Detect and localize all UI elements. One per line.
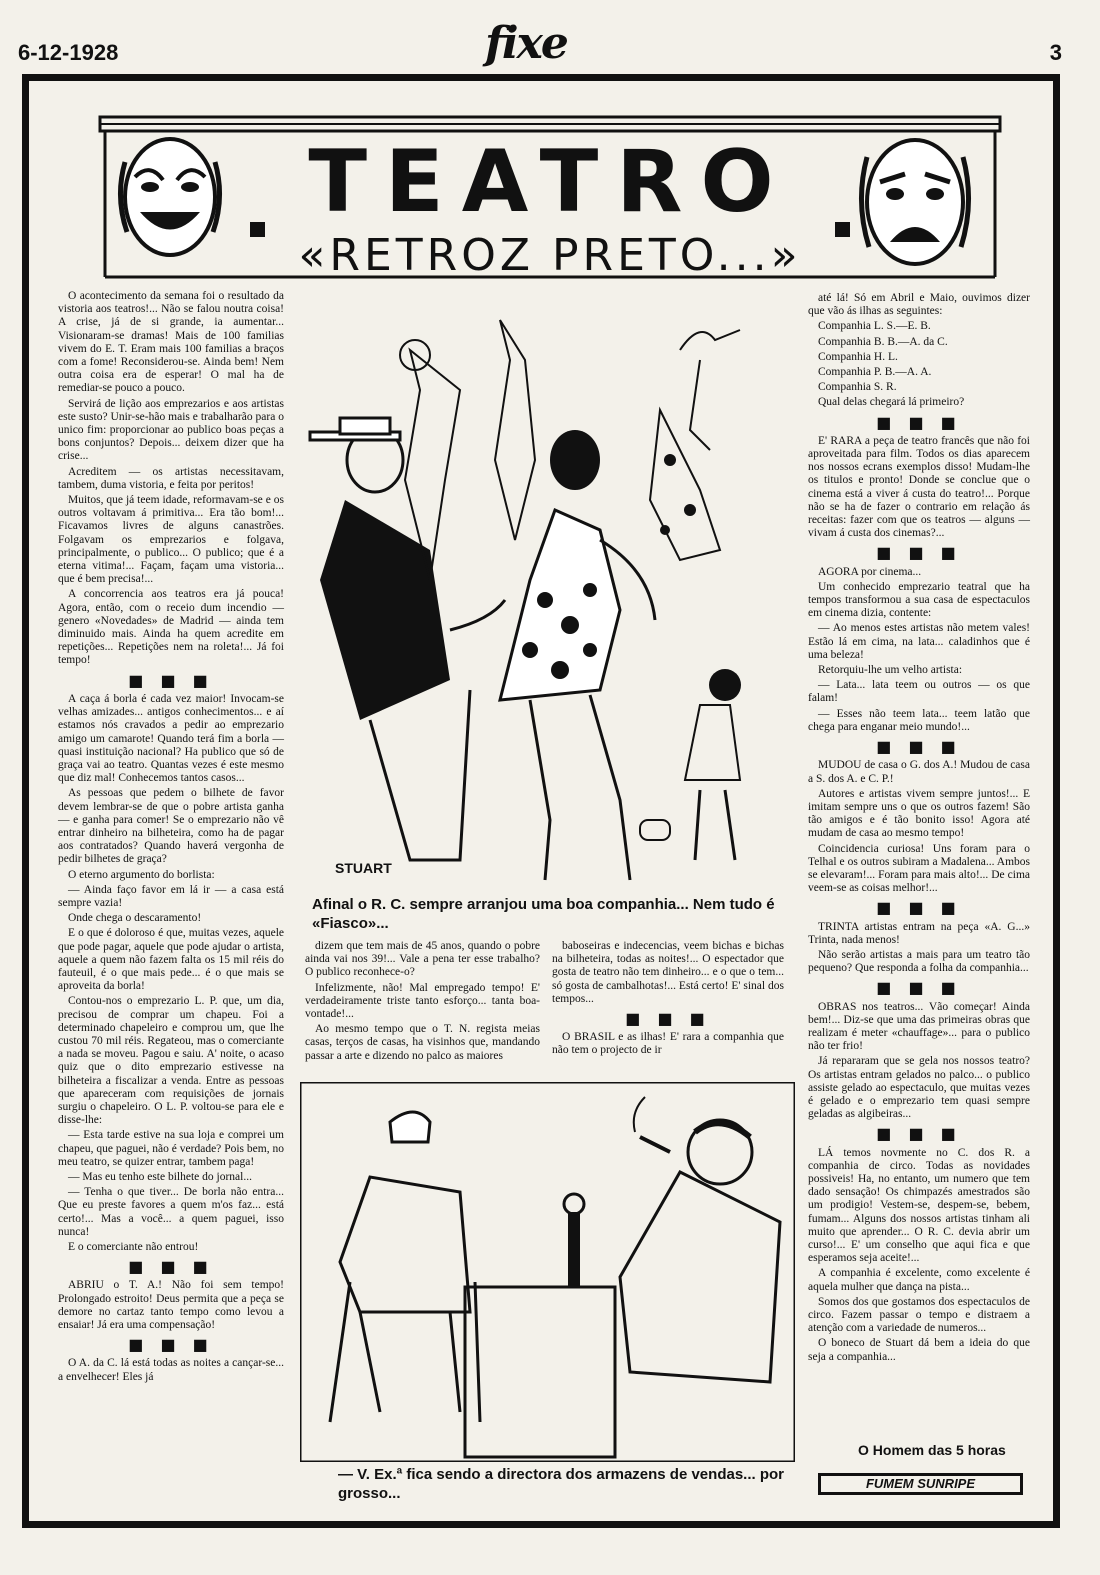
office-scene-illustration (300, 1082, 795, 1462)
masthead (0, 0, 1100, 80)
section-separator: ■ ■ ■ (876, 543, 962, 563)
paragraph: A companhia é excelente, como excelente é aquela mulher que dança na pista... (808, 1267, 1030, 1293)
paragraph: Contou-nos o emprezario L. P. que, um dia, precisou de comprar um chapeu. Foi a determinado chapeleiro e comprou um, que lhe custou 70 mil réis. Regateou, mas o comerciante a nada se moveu. Pagou e saiu. A' noite, o acaso quiz que o dito emprezario estivesse na bilheteira a fiscalizar a venda. Entre as pessoas que apareceram com requisições de jornais surgiu o chapeleiro. O L. P. voltou-se para ele e disse-lhe: (58, 995, 284, 1127)
section-title: TEATRO (308, 132, 792, 232)
list-item: Qual delas chegará lá primeiro? (818, 396, 965, 409)
paragraph: Retorquiu-lhe um velho artista: (818, 664, 963, 677)
section-separator: ■ ■ ■ (625, 1009, 711, 1029)
paragraph: E' RARA a peça de teatro francês que não foi aproveitada para film. Todos os dias aparecem nos nossos ecrans exemplos disso! Mudam-lhe os titulos e pronto! Donde se conclue que o cinema está a viver á custa do teatro!... Porque não se ha de fazer o contrario em relação ás receitas: fazer com que os teatros — alguns — vivam á custa dos cinemas?... (808, 434, 1030, 540)
section-separator: ■ ■ ■ (128, 670, 214, 690)
issue-date: 6-12-1928 (18, 40, 119, 65)
paragraph: O BRASIL e as ilhas! E' rara a companhia que não tem o projecto de ir (552, 1031, 784, 1057)
paragraph: Não serão artistas a mais para um teatro tão pequeno? Que responda a folha da companhia... (808, 948, 1030, 975)
paragraph: — Ainda faço favor em lá ir — a casa está sempre vazia! (58, 883, 284, 909)
section-subtitle: «RETROZ PRETO...» (298, 230, 802, 281)
paragraph: O eterno argumento do borlista: (68, 868, 215, 881)
paragraph: Coincidencia curiosa! Uns foram para o Telhal e os outros subiram a Madalena... Ambos se elevaram!... Foram para mais alto!... De cima veem-se as coisas melhor!... (808, 842, 1030, 895)
paragraph: O A. da C. lá está todas as noites a cançar-se... a envelhecer! Eles já (58, 1357, 284, 1383)
paragraph: Ao mesmo tempo que o T. N. regista meias casas, terços de casas, ha visinhos que, mandando passar a arte e dizendo no palco as maiores (305, 1023, 540, 1062)
paragraph: Somos dos que gostamos dos espectaculos de circo. Fazem passar o tempo e distraem a atenção com a variedade de numeros... (808, 1295, 1030, 1335)
paragraph: Onde chega o descaramento! (68, 912, 202, 925)
paragraph: Autores e artistas vivem sempre juntos!... E imitam sempre uns o que os outros fazem! São tão amigos e é tão bonito isso! Agora até mudam de casa ao mesmo tempo! (808, 787, 1030, 840)
paragraph: AGORA por cinema... (818, 565, 922, 578)
section-separator: ■ ■ ■ (876, 737, 962, 757)
artist-signature: STUART (335, 860, 392, 876)
comedy-mask-icon (115, 132, 225, 262)
right-column (808, 292, 1030, 1366)
paragraph: MUDOU de casa o G. dos A.! Mudou de casa a S. dos A. e C. P.! (808, 759, 1030, 785)
paragraph: A caça á borla é cada vez maior! Invocam-se velhas amizades... antigos conhecimentos... e aí estamos nós cravados a pedir ao emprezario amigo um camarote! Quando terá fim a borla — quasi instituição nacional? Ha publico que só de graça vai ao teatro. Quantas vezes é este mesmo que diz mal! Conhecemos tantos casos... (58, 692, 284, 785)
sunripe-advertisement: FUMEM SUNRIPE (818, 1473, 1023, 1495)
section-separator: ■ ■ ■ (128, 1257, 214, 1277)
list-item: Companhia P. B.—A. A. (818, 366, 932, 379)
page-number: 3 (1049, 40, 1062, 65)
paragraph: Muitos, que já teem idade, reformavam-se e os outros voltavam á primitiva... Era tão bom!... Ficavamos livres de alguns canastrões. Folgavam os emprezarios e folgava, principalmente, o publico... O publico; que é a eterna vitima!... Façam, façam uma vistoria... que é bem precisa!... (58, 494, 284, 586)
paragraph: Já repararam que se gela nos nossos teatro? Os artistas entram gelados no palco... o publico assiste gelado ao espectaculo, que muitas vezes é gelado e o emprezario tem quasi sempre geladas as algibeiras... (808, 1055, 1030, 1121)
paragraph: Acreditem — os artistas necessitavam, tambem, duma vistoria, e feita por peritos! (58, 465, 284, 491)
section-separator: ■ ■ ■ (128, 1335, 214, 1355)
paragraph: baboseiras e indecencias, veem bichas e bichas na bilheteira, todas as noites!... O espectador que gosta de teatro não tem dinheiro... e o que o tem... só gosta de cambalhotas!... Está certo! E' sinal dos tempos... (552, 940, 784, 1005)
paragraph: E o comerciante não entrou! (68, 1241, 199, 1254)
paragraph: — Esses não teem lata... teem latão que chega para enganar meio mundo!... (808, 707, 1030, 733)
section-separator: ■ ■ ■ (876, 978, 962, 998)
paragraph: A concorrencia aos teatros era já pouca! Agora, então, com o receio dum incendio — genero «Novedades» de Madrid — ainda tem diminuido mais. Ainda ha quem acredite em repetições... Repetições nem na roleta!... Já foi tempo! (58, 588, 284, 667)
paragraph: Um conhecido emprezario teatral que ha tempos transformou a sua casa de espectaculos em cinema dizia, contente: (808, 580, 1030, 620)
list-item: Companhia H. L. (818, 350, 898, 363)
paragraph: OBRAS nos teatros... Vão começar! Ainda bem!... Diz-se que uma das primeiras obras que realizam é meter «chauffage»... para o publico não ter frio! (808, 1000, 1030, 1053)
section-separator: ■ ■ ■ (876, 412, 962, 432)
paragraph: Servirá de lição aos emprezarios e aos artistas este susto? Unir-se-hão mais e trabalharão para o unico fim: proporcionar ao publico boas peças a bons conjuntos? Depois... deixem dizer que ha crise... (58, 397, 284, 463)
paragraph: — Ao menos estes artistas não metem vales! Estão lá em cima, na lata... caladinhos que é uma beleza! (808, 622, 1030, 661)
paragraph: até lá! Só em Abril e Maio, ouvimos dizer que vão ás ilhas as seguintes: (808, 292, 1030, 318)
mid-right-column (552, 940, 784, 1060)
paragraph: LÁ temos novmente no C. dos R. a companhia de circo. Todas as novidades possiveis! Ha, no entanto, um numero que tem dado sensação! Os chimpazés amestrados são um prodigio! Vestem-se, despem-se, bebem, fumam... Alguns dos nossos artistas tinham ali muito que aprender... O R. C. devia abrir um curso!... E' um conselho que aqui fica e que esperamos seja aceite!... (808, 1146, 1030, 1265)
section-separator: ■ ■ ■ (876, 898, 962, 918)
list-item: Companhia S. R. (818, 381, 897, 394)
dancing-couple-illustration (300, 300, 795, 890)
paragraph: dizem que tem mais de 45 anos, quando o pobre ainda vai nos 39!... Vale a pena ter esse trabalho? O publico reconhece-o? (305, 940, 540, 979)
paragraph: — Mas eu tenho este bilhete do jornal... (68, 1171, 252, 1183)
top-illustration-caption: Afinal o R. C. sempre arranjou uma boa companhia... Nem tudo é «Fiasco»... (312, 896, 775, 932)
left-column (58, 290, 284, 1386)
paragraph: Infelizmente, não! Mal empregado tempo! E' verdadeiramente triste tanto esforço... tanta boa-vontade!... (305, 981, 540, 1021)
bottom-illustration-caption: — V. Ex.ª fica sendo a directora dos armazens de vendas... por grosso... (338, 1466, 784, 1502)
paragraph: — Lata... lata teem ou outros — os que falam! (808, 679, 1030, 705)
paragraph: As pessoas que pedem o bilhete de favor devem lembrar-se de que o pobre artista ganha — e ganha para comer! Se o emprezario não vê entrar dinheiro na bilheteira, como ha de pagar aos contratados? Quando haverá vergonha de pedir bilhetes de graça? (58, 787, 284, 866)
paragraph: — Tenha o que tiver... De borla não entra... Que eu preste favores a quem m'os faz... está certo!... Mas a você... a quem paguei, isso nunca! (58, 1186, 284, 1238)
paragraph: TRINTA artistas entram na peça «A. G...» Trinta, nada menos! (808, 920, 1030, 946)
paragraph: — Esta tarde estive na sua loja e comprei um chapeu, que paguei, não é verdade? Pois bem, no meu teatro, se quizer entrar, tambem paga! (58, 1129, 284, 1168)
list-item: Companhia B. B.—A. da C. (818, 335, 948, 348)
paragraph: O boneco de Stuart dá bem a ideia do que seja a companhia... (808, 1337, 1030, 1363)
section-separator: ■ ■ ■ (876, 1124, 962, 1144)
column-byline: O Homem das 5 horas (858, 1442, 1006, 1458)
theatre-header (95, 112, 1005, 282)
paragraph: ABRIU o T. A.! Não foi sem tempo! Prolongado estroito! Deus permita que a peça se demore no cartaz tanto tempo como levou a ensaiar! Já era uma compensação! (58, 1279, 284, 1332)
paragraph: E o que é doloroso é que, muitas vezes, aquele que pode pagar, aquele que pode ajudar o artista, aquele a quem não fazem falta os 15 mil réis do fauteuil, é o que mais pede... é o que mais se aproveita da borla! (58, 927, 284, 993)
mid-left-column (305, 940, 540, 1065)
list-item: Companhia L. S.—E. B. (818, 320, 931, 333)
tragedy-mask-icon (855, 132, 975, 272)
paragraph: O acontecimento da semana foi o resultado da vistoria aos teatros!... Não se falou noutra coisa! A crise, já de si grande, ia aumentar... Visionaram-se dramas! Mais de 100 familias vivem do E. T. Eram mais 100 familias a braços com a fome! Reconsiderou-se. Ainda bem! Nem outra coisa era de esperar! O mal ha de remediar-se pouco a pouco. (58, 290, 284, 395)
newspaper-logo: fixe (485, 18, 567, 69)
